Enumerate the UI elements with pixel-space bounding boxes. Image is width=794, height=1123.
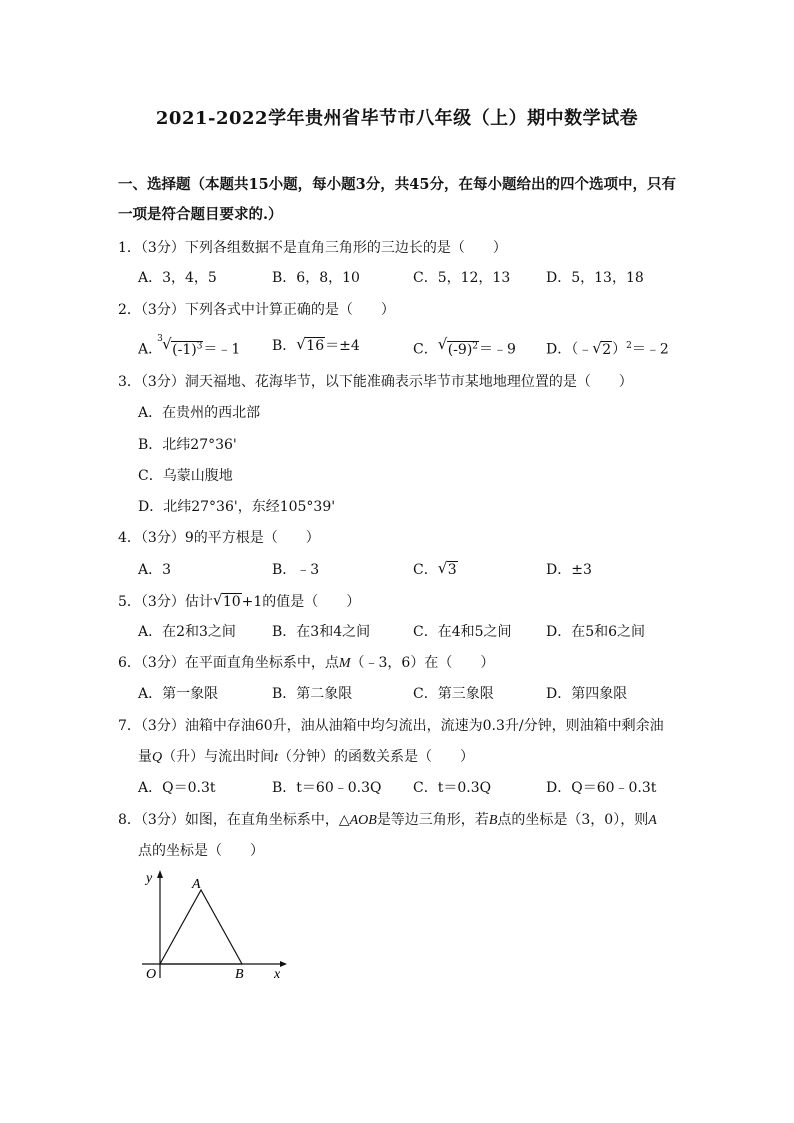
question-7-line-2: 量Q（升）与流出时间t（分钟）的函数关系是（ ） <box>138 749 475 765</box>
q5-option-c: C．在4和5之间 <box>413 624 512 640</box>
q2-option-b: B． √ 16＝±4 <box>272 335 360 354</box>
q2-option-a: A． 3 √ $(-1)^3=﹣1$ <box>138 334 241 358</box>
q5-option-b: B．在3和4之间 <box>272 624 371 640</box>
q4-option-a: A．3 <box>138 562 172 578</box>
x-axis-arrow <box>280 961 287 967</box>
q2-option-d: D．（﹣ √ 2）$^2$＝﹣2 <box>546 338 669 358</box>
q1-option-b: B．6，8，10 <box>272 270 360 286</box>
q7-option-d: D．Q＝60﹣0.3t <box>546 780 657 796</box>
q3-option-b: B．北纬27°36' <box>138 437 237 453</box>
q6-option-d: D．第四象限 <box>546 686 628 702</box>
q4-option-c: C． √ 3 <box>413 559 457 578</box>
question-2-stem: 2．（3分）下列各式中计算正确的是（ ） <box>118 302 395 318</box>
q6-option-b: B．第二象限 <box>272 686 353 702</box>
triangle-aob <box>160 890 242 964</box>
section-heading: 一、选择题（本题共15小题，每小题3分，共45分，在每小题给出的四个选项中，只有一项是符合题目要求的.） <box>118 176 676 223</box>
label-y: y <box>146 871 153 886</box>
question-8-line-1: 8．（3分）如图，在直角坐标系中，△AOB是等边三角形，若B点的坐标是（3，0），则A <box>118 812 657 828</box>
q1-option-d: D．5，13，18 <box>546 270 644 286</box>
q2-option-c: C． √ $(-9)^2=﹣9$ <box>413 335 516 358</box>
question-6-stem: 6．（3分）在平面直角坐标系中，点M（﹣3，6）在（ ） <box>118 655 495 671</box>
q7-option-b: B．t＝60﹣0.3Q <box>272 780 382 796</box>
question-4-stem: 4．（3分）9的平方根是（ ） <box>118 530 320 546</box>
q1-option-a: A．3，4，5 <box>138 270 217 286</box>
question-8-line-2: 点的坐标是（ ） <box>138 843 264 859</box>
q3-option-a: A．在贵州的西北部 <box>138 405 261 421</box>
q4-option-d: D．±3 <box>546 562 592 578</box>
q5-option-a: A．在2和3之间 <box>138 624 236 640</box>
q6-option-c: C．第三象限 <box>413 686 494 702</box>
q6-option-a: A．第一象限 <box>138 686 219 702</box>
question-3-stem: 3．（3分）洞天福地、花海毕节，以下能准确表示毕节市某地地理位置的是（ ） <box>118 374 633 390</box>
exam-title: 2021-2022学年贵州省毕节市八年级（上）期中数学试卷 <box>155 108 639 129</box>
label-b: B <box>235 967 244 982</box>
q8-triangle-figure <box>140 866 300 986</box>
label-o: O <box>146 967 157 982</box>
question-7-line-1: 7．（3分）油箱中存油60升，油从油箱中均匀流出，流速为0.3升/分钟，则油箱中剩余油 <box>118 718 664 734</box>
q4-option-b: B．﹣3 <box>272 562 320 578</box>
label-a: A <box>192 877 201 892</box>
q7-option-c: C．t＝0.3Q <box>413 780 492 796</box>
y-axis-arrow <box>157 870 163 878</box>
q3-option-c: C．乌蒙山腹地 <box>138 468 233 484</box>
q3-option-d: D．北纬27°36'，东经105°39' <box>138 499 336 515</box>
question-1-stem: 1．（3分）下列各组数据不是直角三角形的三边长的是（ ） <box>118 240 507 256</box>
label-x: x <box>274 967 281 982</box>
q7-option-a: A．Q＝0.3t <box>138 780 216 796</box>
question-5-stem: 5．（3分）估计 √ 10+1的值是（ ） <box>118 591 361 610</box>
q5-option-d: D．在5和6之间 <box>546 624 646 640</box>
q1-option-c: C．5，12，13 <box>413 270 511 286</box>
